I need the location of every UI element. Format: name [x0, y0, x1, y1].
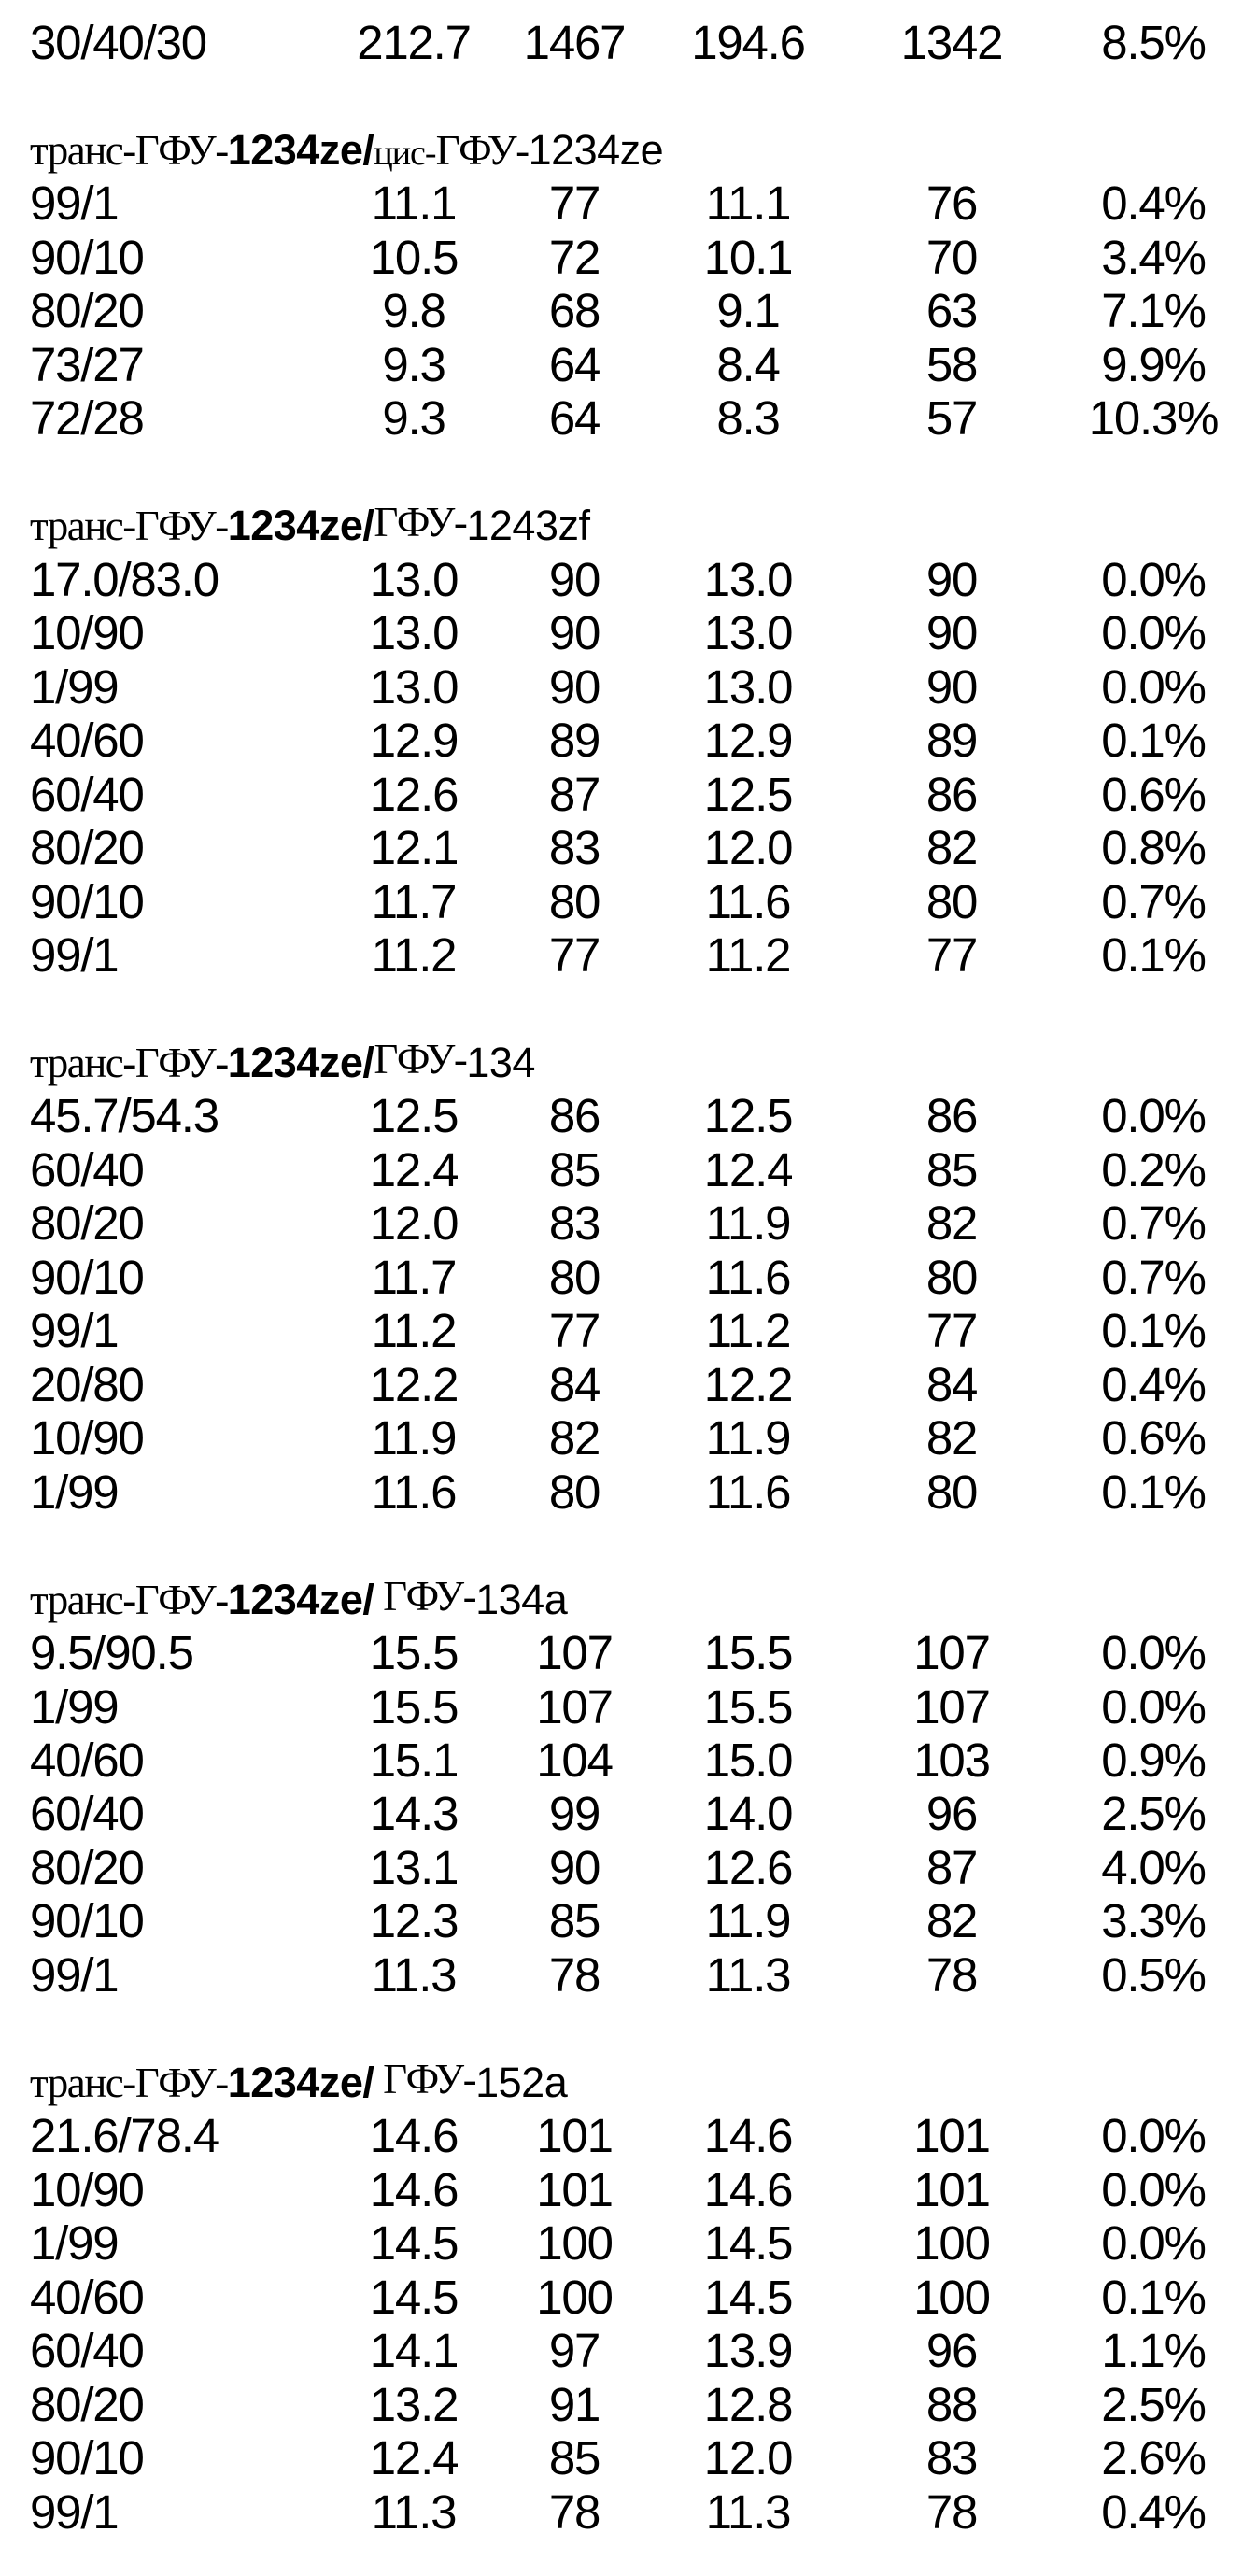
percent-cell: 0.6% — [1101, 767, 1206, 821]
percent-cell: 0.0% — [1101, 1626, 1206, 1680]
value-cell: 77 — [548, 927, 600, 982]
table-row — [0, 928, 1243, 982]
value-cell: 82 — [548, 1411, 600, 1465]
value-cell: 80 — [925, 874, 978, 928]
value-cell: 12.4 — [369, 2431, 459, 2485]
percent-cell: 2.6% — [1101, 2431, 1206, 2485]
value-cell: 76 — [925, 177, 978, 231]
value-cell: 97 — [548, 2324, 600, 2378]
value-cell: 9.3 — [382, 337, 445, 391]
value-cell: 90 — [925, 659, 978, 714]
sections-container — [0, 123, 1243, 2539]
value-cell: 13.0 — [703, 552, 793, 606]
value-cell: 77 — [925, 1304, 978, 1358]
value-cell: 10.5 — [369, 230, 459, 284]
value-cell: 104 — [536, 1734, 613, 1787]
value-cell: 11.1 — [705, 177, 791, 231]
percent-cell: 8.5% — [1101, 16, 1206, 69]
percent-cell: 0.7% — [1101, 1250, 1206, 1304]
value-cell: 14.5 — [703, 2270, 793, 2324]
value-cell: 14.6 — [703, 2109, 793, 2163]
table-row — [0, 231, 1243, 284]
percent-cell: 4.0% — [1101, 1840, 1206, 1894]
value-cell: 85 — [548, 1142, 600, 1196]
heading-qualifier: цис- — [374, 133, 436, 173]
value-cell: 101 — [913, 2162, 990, 2216]
blank-line — [0, 1519, 1243, 1572]
table-row — [0, 1304, 1243, 1357]
heading-second-prefix: ГФУ- — [374, 1572, 476, 1620]
section-heading-line — [0, 2056, 1243, 2109]
value-cell: 14.3 — [369, 1787, 459, 1841]
value-cell: 86 — [548, 1089, 600, 1143]
value-cell: 12.8 — [703, 2377, 793, 2431]
value-cell: 96 — [925, 1787, 978, 1841]
value-cell: 11.2 — [371, 1304, 457, 1358]
value-cell: 13.1 — [369, 1840, 459, 1894]
table-row — [0, 1787, 1243, 1840]
composition-cell: 10/90 — [30, 2162, 144, 2216]
value-cell: 13.2 — [369, 2377, 459, 2431]
value-cell: 12.2 — [369, 1357, 459, 1411]
value-cell: 86 — [925, 1089, 978, 1143]
percent-cell: 0.5% — [1101, 1947, 1206, 2002]
value-cell: 82 — [925, 1894, 978, 1948]
value-cell: 90 — [548, 1840, 600, 1894]
percent-cell: 0.9% — [1101, 1734, 1206, 1787]
percent-cell: 0.8% — [1101, 821, 1206, 875]
value-cell: 99 — [548, 1787, 600, 1841]
heading-second-prefix: ГФУ- — [435, 126, 529, 174]
percent-cell: 0.0% — [1101, 1089, 1206, 1143]
value-cell: 194.6 — [691, 16, 805, 69]
value-cell: 12.0 — [369, 1196, 459, 1251]
composition-cell: 1/99 — [30, 2216, 119, 2271]
heading-base-compound: 1234ze/ — [227, 502, 374, 550]
value-cell: 13.0 — [369, 606, 459, 660]
table-row — [0, 391, 1243, 445]
value-cell: 14.6 — [369, 2109, 459, 2163]
value-cell: 91 — [548, 2377, 600, 2431]
table-row — [0, 177, 1243, 230]
value-cell: 9.8 — [382, 284, 445, 338]
percent-cell: 0.1% — [1101, 2270, 1206, 2324]
composition-cell: 99/1 — [30, 177, 119, 231]
table-row — [0, 2163, 1243, 2216]
value-cell: 101 — [536, 2109, 613, 2163]
heading-prefix: транс-ГФУ- — [30, 126, 228, 174]
percent-cell: 0.1% — [1101, 927, 1206, 982]
value-cell: 101 — [913, 2109, 990, 2163]
heading-second-compound: 134 — [466, 1038, 535, 1086]
value-cell: 80 — [925, 1250, 978, 1304]
value-cell: 11.2 — [705, 1304, 791, 1358]
table-row — [0, 1734, 1243, 1787]
value-cell: 107 — [536, 1626, 613, 1680]
value-cell: 1342 — [900, 16, 1003, 69]
value-cell: 85 — [925, 1142, 978, 1196]
table-row — [0, 1358, 1243, 1411]
composition-cell: 73/27 — [30, 337, 144, 391]
value-cell: 88 — [925, 2377, 978, 2431]
value-cell: 13.0 — [703, 659, 793, 714]
table-row — [0, 2109, 1243, 2162]
value-cell: 80 — [925, 1465, 978, 1519]
value-cell: 11.3 — [371, 1947, 457, 2002]
value-cell: 100 — [913, 2216, 990, 2271]
heading-second-compound: 152a — [475, 2058, 568, 2106]
value-cell: 90 — [925, 552, 978, 606]
value-cell: 11.3 — [705, 1947, 791, 2002]
blank-line — [0, 2002, 1243, 2055]
composition-cell: 60/40 — [30, 1142, 144, 1196]
value-cell: 77 — [548, 177, 600, 231]
heading-second-prefix: ГФУ- — [374, 499, 467, 546]
value-cell: 12.4 — [703, 1142, 793, 1196]
value-cell: 15.5 — [369, 1679, 459, 1734]
value-cell: 100 — [536, 2216, 613, 2271]
table-row — [0, 1143, 1243, 1196]
value-cell: 85 — [548, 1894, 600, 1948]
value-cell: 13.0 — [703, 606, 793, 660]
value-cell: 100 — [913, 2270, 990, 2324]
value-cell: 13.0 — [369, 552, 459, 606]
table-row — [0, 606, 1243, 659]
table-row — [0, 1465, 1243, 1519]
value-cell: 83 — [925, 2431, 978, 2485]
value-cell: 107 — [913, 1679, 990, 1734]
heading-base-compound: 1234ze/ — [227, 1575, 374, 1623]
percent-cell: 2.5% — [1101, 2377, 1206, 2431]
value-cell: 77 — [925, 927, 978, 982]
value-cell: 1467 — [523, 16, 626, 69]
percent-cell: 0.0% — [1101, 659, 1206, 714]
table-row — [0, 2216, 1243, 2270]
table-row — [0, 553, 1243, 606]
value-cell: 11.9 — [705, 1196, 791, 1251]
value-cell: 9.3 — [382, 391, 445, 446]
value-cell: 90 — [548, 659, 600, 714]
percent-cell: 0.0% — [1101, 552, 1206, 606]
table-row — [0, 660, 1243, 714]
composition-cell: 99/1 — [30, 1947, 119, 2002]
percent-cell: 0.6% — [1101, 1411, 1206, 1465]
value-cell: 11.9 — [371, 1411, 457, 1465]
value-cell: 90 — [548, 606, 600, 660]
value-cell: 100 — [536, 2270, 613, 2324]
percent-cell: 10.3% — [1088, 391, 1219, 446]
percent-cell: 0.7% — [1101, 1196, 1206, 1251]
value-cell: 82 — [925, 1411, 978, 1465]
composition-cell: 21.6/78.4 — [30, 2109, 219, 2163]
value-cell: 82 — [925, 1196, 978, 1251]
heading-second-compound: 134a — [475, 1575, 568, 1623]
composition-cell: 20/80 — [30, 1357, 144, 1411]
composition-cell: 90/10 — [30, 230, 144, 284]
value-cell: 85 — [548, 2431, 600, 2485]
value-cell: 11.1 — [371, 177, 457, 231]
value-cell: 14.0 — [703, 1787, 793, 1841]
value-cell: 78 — [548, 1947, 600, 2002]
value-cell: 77 — [548, 1304, 600, 1358]
value-cell: 12.3 — [369, 1894, 459, 1948]
blank-line — [0, 982, 1243, 1035]
percent-cell: 3.3% — [1101, 1894, 1206, 1948]
value-cell: 15.5 — [703, 1679, 793, 1734]
percent-cell: 0.0% — [1101, 2162, 1206, 2216]
table-row — [0, 1894, 1243, 1947]
composition-cell: 80/20 — [30, 1196, 144, 1251]
table-row — [0, 1411, 1243, 1465]
percent-cell: 0.1% — [1101, 714, 1206, 768]
table-row — [0, 338, 1243, 391]
composition-cell: 10/90 — [30, 606, 144, 660]
composition-cell: 60/40 — [30, 1787, 144, 1841]
value-cell: 80 — [548, 874, 600, 928]
table-row — [0, 1196, 1243, 1250]
percent-cell: 0.1% — [1101, 1304, 1206, 1358]
percent-cell: 0.4% — [1101, 1357, 1206, 1411]
percent-cell: 0.2% — [1101, 1142, 1206, 1196]
composition-cell: 9.5/90.5 — [30, 1626, 193, 1680]
composition-cell: 60/40 — [30, 2324, 144, 2378]
percent-cell: 1.1% — [1101, 2324, 1206, 2378]
value-cell: 82 — [925, 821, 978, 875]
table-row — [0, 2324, 1243, 2377]
heading-base-compound: 1234ze/ — [227, 2058, 374, 2106]
section-heading-line — [0, 123, 1243, 177]
composition-cell: 1/99 — [30, 659, 119, 714]
value-cell: 11.2 — [371, 927, 457, 982]
value-cell: 87 — [548, 767, 600, 821]
composition-cell: 1/99 — [30, 1465, 119, 1519]
table-row — [0, 714, 1243, 767]
table-row — [0, 821, 1243, 874]
value-cell: 14.5 — [369, 2270, 459, 2324]
composition-cell: 45.7/54.3 — [30, 1089, 219, 1143]
percent-cell: 0.4% — [1101, 177, 1206, 231]
section-heading-line — [0, 1573, 1243, 1626]
value-cell: 10.1 — [703, 230, 793, 284]
composition-cell: 40/60 — [30, 714, 144, 768]
table-row — [0, 16, 1243, 69]
percent-cell: 7.1% — [1101, 284, 1206, 338]
heading-second-prefix: ГФУ- — [374, 1035, 467, 1083]
value-cell: 14.1 — [369, 2324, 459, 2378]
composition-cell: 72/28 — [30, 391, 144, 446]
value-cell: 11.6 — [371, 1465, 457, 1519]
value-cell: 72 — [548, 230, 600, 284]
value-cell: 64 — [548, 391, 600, 446]
value-cell: 14.5 — [703, 2216, 793, 2271]
composition-cell: 99/1 — [30, 2484, 119, 2539]
composition-cell: 10/90 — [30, 1411, 144, 1465]
value-cell: 78 — [925, 1947, 978, 2002]
value-cell: 12.1 — [369, 821, 459, 875]
value-cell: 13.9 — [703, 2324, 793, 2378]
value-cell: 12.9 — [703, 714, 793, 768]
value-cell: 83 — [548, 821, 600, 875]
percent-cell: 0.0% — [1101, 2216, 1206, 2271]
value-cell: 12.9 — [369, 714, 459, 768]
heading-prefix: транс-ГФУ- — [30, 1039, 228, 1086]
table-row — [0, 1251, 1243, 1304]
value-cell: 86 — [925, 767, 978, 821]
value-cell: 58 — [925, 337, 978, 391]
percent-cell: 0.1% — [1101, 1465, 1206, 1519]
percent-cell: 0.0% — [1101, 1679, 1206, 1734]
value-cell: 14.5 — [369, 2216, 459, 2271]
value-cell: 90 — [548, 552, 600, 606]
percent-cell: 0.0% — [1101, 2109, 1206, 2163]
value-cell: 87 — [925, 1840, 978, 1894]
composition-cell: 90/10 — [30, 2431, 144, 2485]
value-cell: 90 — [925, 606, 978, 660]
table-row — [0, 2431, 1243, 2484]
value-cell: 15.5 — [703, 1626, 793, 1680]
composition-cell: 90/10 — [30, 1250, 144, 1304]
value-cell: 11.7 — [371, 1250, 457, 1304]
table-row — [0, 1841, 1243, 1894]
value-cell: 9.1 — [716, 284, 780, 338]
value-cell: 63 — [925, 284, 978, 338]
value-cell: 12.0 — [703, 2431, 793, 2485]
value-cell: 80 — [548, 1250, 600, 1304]
data-table — [0, 16, 1243, 2539]
value-cell: 12.5 — [369, 1089, 459, 1143]
composition-cell: 90/10 — [30, 1894, 144, 1948]
table-row — [0, 1626, 1243, 1679]
value-cell: 89 — [548, 714, 600, 768]
value-cell: 101 — [536, 2162, 613, 2216]
table-row — [0, 2378, 1243, 2431]
heading-prefix: транс-ГФУ- — [30, 2059, 228, 2106]
value-cell: 12.6 — [703, 1840, 793, 1894]
value-cell: 84 — [925, 1357, 978, 1411]
composition-cell: 30/40/30 — [30, 16, 206, 69]
composition-cell: 99/1 — [30, 1304, 119, 1358]
value-cell: 11.3 — [371, 2484, 457, 2539]
table-row — [0, 1948, 1243, 2002]
heading-base-compound: 1234ze/ — [227, 125, 374, 174]
value-cell: 8.3 — [716, 391, 780, 446]
value-cell: 8.4 — [716, 337, 780, 391]
percent-cell: 3.4% — [1101, 230, 1206, 284]
composition-cell: 60/40 — [30, 767, 144, 821]
value-cell: 11.6 — [705, 1250, 791, 1304]
value-cell: 14.6 — [369, 2162, 459, 2216]
value-cell: 15.0 — [703, 1734, 793, 1787]
composition-cell: 99/1 — [30, 927, 119, 982]
heading-second-compound: 1234ze — [528, 125, 664, 174]
value-cell: 107 — [913, 1626, 990, 1680]
value-cell: 12.0 — [703, 821, 793, 875]
composition-cell: 17.0/83.0 — [30, 552, 219, 606]
composition-cell: 80/20 — [30, 1840, 144, 1894]
percent-cell: 0.4% — [1101, 2484, 1206, 2539]
blank-line — [0, 446, 1243, 499]
value-cell: 12.5 — [703, 1089, 793, 1143]
value-cell: 84 — [548, 1357, 600, 1411]
composition-cell: 1/99 — [30, 1679, 119, 1734]
value-cell: 15.1 — [369, 1734, 459, 1787]
table-row — [0, 875, 1243, 928]
value-cell: 12.4 — [369, 1142, 459, 1196]
value-cell: 12.5 — [703, 767, 793, 821]
section-heading-line — [0, 499, 1243, 552]
value-cell: 11.2 — [705, 927, 791, 982]
value-cell: 11.9 — [705, 1894, 791, 1948]
heading-prefix: транс-ГФУ- — [30, 502, 228, 550]
value-cell: 68 — [548, 284, 600, 338]
composition-cell: 80/20 — [30, 284, 144, 338]
composition-cell: 40/60 — [30, 2270, 144, 2324]
value-cell: 80 — [548, 1465, 600, 1519]
table-row — [0, 284, 1243, 337]
table-row — [0, 1089, 1243, 1142]
composition-cell: 80/20 — [30, 821, 144, 875]
value-cell: 70 — [925, 230, 978, 284]
section-heading-line — [0, 1036, 1243, 1089]
value-cell: 78 — [925, 2484, 978, 2539]
value-cell: 96 — [925, 2324, 978, 2378]
heading-base-compound: 1234ze/ — [227, 1038, 374, 1086]
value-cell: 89 — [925, 714, 978, 768]
value-cell: 57 — [925, 391, 978, 446]
percent-cell: 0.7% — [1101, 874, 1206, 928]
value-cell: 83 — [548, 1196, 600, 1251]
composition-cell: 40/60 — [30, 1734, 144, 1787]
heading-second-prefix: ГФУ- — [374, 2055, 476, 2102]
composition-cell: 90/10 — [30, 874, 144, 928]
table-row — [0, 2485, 1243, 2539]
value-cell: 11.9 — [705, 1411, 791, 1465]
value-cell: 78 — [548, 2484, 600, 2539]
value-cell: 107 — [536, 1679, 613, 1734]
blank-line — [0, 69, 1243, 122]
value-cell: 12.2 — [703, 1357, 793, 1411]
table-row — [0, 768, 1243, 821]
value-cell: 11.6 — [705, 874, 791, 928]
value-cell: 11.3 — [705, 2484, 791, 2539]
table-row — [0, 2271, 1243, 2324]
value-cell: 12.6 — [369, 767, 459, 821]
percent-cell: 2.5% — [1101, 1787, 1206, 1841]
heading-prefix: транс-ГФУ- — [30, 1576, 228, 1623]
value-cell: 13.0 — [369, 659, 459, 714]
value-cell: 212.7 — [357, 16, 471, 69]
heading-second-compound: 1243zf — [466, 502, 590, 550]
composition-cell: 80/20 — [30, 2377, 144, 2431]
value-cell: 14.6 — [703, 2162, 793, 2216]
value-cell: 15.5 — [369, 1626, 459, 1680]
table-row — [0, 1680, 1243, 1734]
percent-cell: 9.9% — [1101, 337, 1206, 391]
percent-cell: 0.0% — [1101, 606, 1206, 660]
value-cell: 11.6 — [705, 1465, 791, 1519]
value-cell: 103 — [913, 1734, 990, 1787]
value-cell: 64 — [548, 337, 600, 391]
value-cell: 11.7 — [371, 874, 457, 928]
